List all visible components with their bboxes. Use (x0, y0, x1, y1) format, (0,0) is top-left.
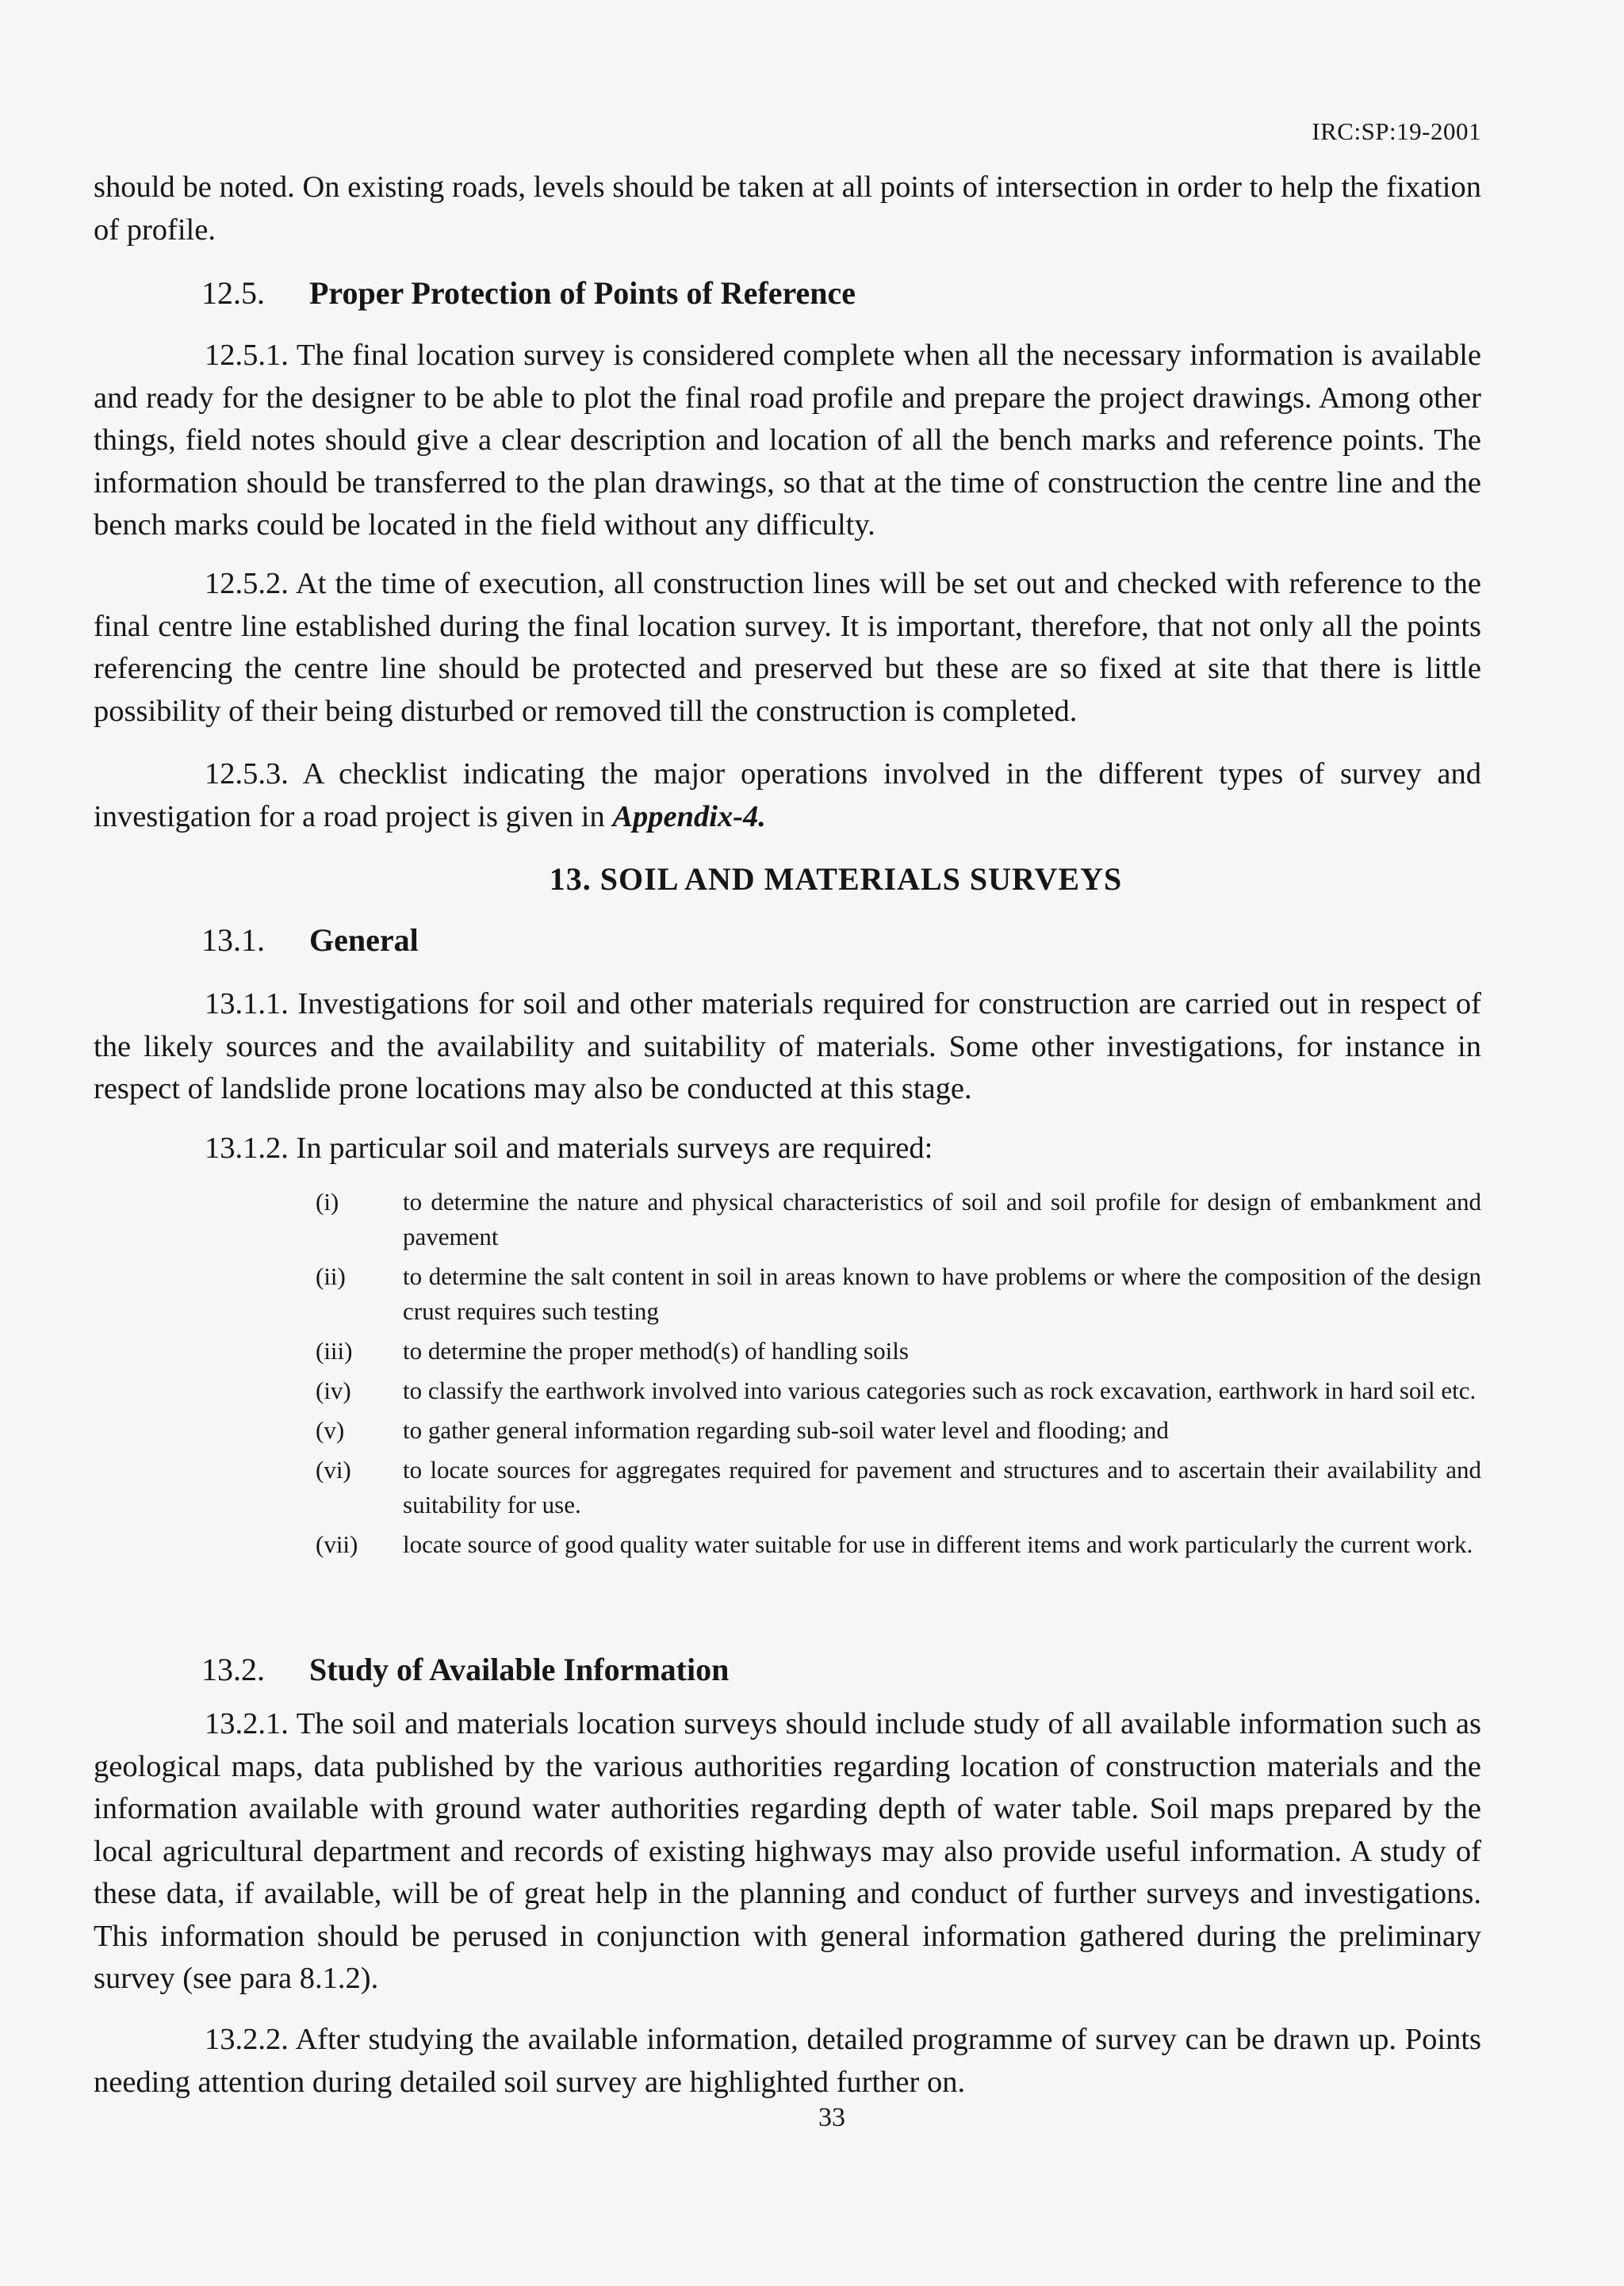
list-item-text: to locate sources for aggregates required for pavement and structures and to ascertain their availability and suitability for use. (403, 1456, 1481, 1518)
list-marker: (iv) (316, 1377, 351, 1404)
section-number: 13.1. (201, 922, 265, 958)
list-item-text: to classify the earthwork involved into various categories such as rock excavation, earthwork in hard soil etc. (403, 1377, 1477, 1404)
list-marker: (iii) (316, 1337, 353, 1365)
section-title: General (309, 922, 419, 958)
list-marker: (v) (316, 1416, 345, 1444)
list-item-text: to gather general information regarding sub-soil water level and flooding; and (403, 1416, 1169, 1444)
list-item (316, 1185, 1481, 1254)
paragraph-12-5-3-text: 12.5.3. A checklist indicating the major operations involved in the different types of survey and investigation for a road project is given in (94, 757, 1481, 833)
section-title: Study of Available Information (309, 1652, 730, 1687)
list-marker: (vi) (316, 1456, 351, 1484)
paragraph-13-1-2-block (94, 1128, 1481, 1170)
appendix-reference: Appendix-4. (612, 799, 766, 833)
section-number: 13.2. (201, 1652, 265, 1687)
intro-paragraph-block (94, 167, 1481, 251)
paragraph-13-2-2-block (94, 2019, 1481, 2104)
paragraph-12-5-3-block (94, 753, 1481, 838)
list-marker: (vii) (316, 1530, 358, 1558)
paragraph-13-1-1: 13.1.1. Investigations for soil and other materials required for construction are carried out in respect of the likely sources and the availability and suitability of materials. Some other investigations, for instance in respect of landslide prone locations may also be conducted at this stage. (94, 987, 1481, 1105)
paragraph-12-5-2-block (94, 563, 1481, 733)
list-item (316, 1373, 1481, 1408)
section-heading-13-2 (201, 1651, 729, 1688)
list-item (316, 1334, 1481, 1369)
list-item (316, 1527, 1481, 1562)
chapter-heading-13: 13. SOIL AND MATERIALS SURVEYS (549, 861, 1123, 897)
page-number: 33 (818, 2103, 845, 2132)
list-item-text: to determine the nature and physical characteristics of soil and soil profile for design of embankment and pavement (403, 1188, 1481, 1250)
document-code: IRC:SP:19-2001 (1312, 117, 1481, 145)
list-item-text: to determine the salt content in soil in areas known to have problems or where the composition of the design crust requires such testing (403, 1262, 1481, 1325)
list-item (316, 1259, 1481, 1329)
intro-paragraph: should be noted. On existing roads, levels should be taken at all points of intersection in order to help the fixation of profile. (94, 170, 1481, 247)
list-marker: (i) (316, 1188, 339, 1216)
list-item (316, 1413, 1481, 1448)
paragraph-12-5-1-block (94, 335, 1481, 547)
paragraph-13-1-1-block (94, 983, 1481, 1111)
section-heading-12-5 (201, 274, 856, 312)
section-number: 12.5. (201, 275, 265, 311)
paragraph-13-2-2: 13.2.2. After studying the available information, detailed programme of survey can be drawn up. Points needing attention during detailed soil survey are highlighted further on. (94, 2023, 1481, 2099)
section-title: Proper Protection of Points of Reference (309, 275, 856, 311)
paragraph-12-5-3 (94, 753, 1481, 838)
list-item-text: locate source of good quality water suitable for use in different items and work particularly the current work. (403, 1530, 1473, 1558)
paragraph-12-5-2: 12.5.2. At the time of execution, all construction lines will be set out and checked with reference to the final centre line established during the final location survey. It is important, therefore, that not only all the points referencing the centre line should be protected and preserved but these are so fixed at site that there is little possibility of their being disturbed or removed till the construction is completed. (94, 567, 1481, 728)
survey-requirements-list (316, 1185, 1481, 1567)
paragraph-13-2-1-block (94, 1703, 1481, 2001)
list-item (316, 1453, 1481, 1522)
paragraph-12-5-1: 12.5.1. The final location survey is considered complete when all the necessary information is available and ready for the designer to be able to plot the final road profile and prepare the project drawings. Among other things, field notes should give a clear description and location of all the bench marks and reference points. The information should be transferred to the plan drawings, so that at the time of construction the centre line and the bench marks could be located in the field without any difficulty. (94, 339, 1481, 542)
section-heading-13-1 (201, 921, 419, 959)
paragraph-13-2-1: 13.2.1. The soil and materials location surveys should include study of all available information such as geological maps, data published by the various authorities regarding location of construction materials and the information available with ground water authorities regarding depth of water table. Soil maps prepared by the local agricultural department and records of existing highways may also provide useful information. A study of these data, if available, will be of great help in the planning and conduct of further surveys and investigations. This information should be perused in conjunction with general information gathered during the preliminary survey (see para 8.1.2). (94, 1707, 1481, 1995)
paragraph-13-1-2: 13.1.2. In particular soil and materials surveys are required: (205, 1132, 933, 1165)
list-item-text: to determine the proper method(s) of handling soils (403, 1337, 909, 1365)
list-marker: (ii) (316, 1262, 346, 1290)
